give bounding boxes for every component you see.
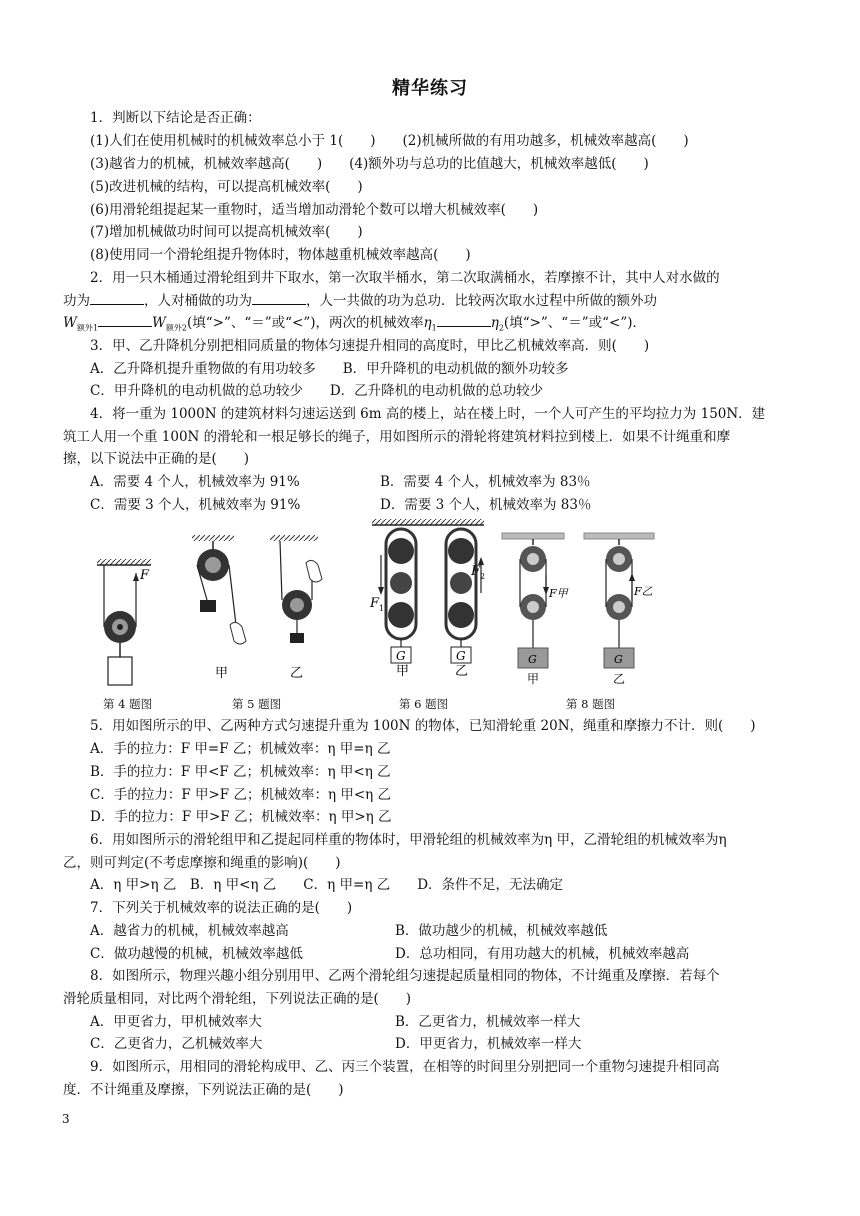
weight-label: G: [614, 653, 623, 666]
weight-label: G: [396, 649, 406, 663]
q5-option: B．手的拉力：F 甲<F 乙；机械效率：η 甲<η 乙: [90, 764, 391, 780]
q2-text: 功为: [63, 293, 90, 309]
q2-text: (填“>”、“＝”或“<”)．: [503, 315, 646, 331]
figure-caption: 第 6 题图: [399, 697, 449, 711]
fig5-yi: [270, 535, 322, 681]
figure-caption: 第 8 题图: [566, 697, 616, 711]
q5-option: D．手的拉力：F 甲>F 乙；机械效率：η 甲>η 乙: [90, 809, 392, 825]
q4-option: A．需要 4 个人，机械效率为 91%: [90, 474, 300, 490]
q4-option: D．需要 3 个人，机械效率为 83％: [380, 497, 592, 513]
q8-line: 8．如图所示，物理兴趣小组分别用甲、乙两个滑轮组匀速提起质量相同的物体，不计绳重及摩擦．若每个: [90, 968, 720, 984]
q6-line: 乙，则可判定(不考虑摩擦和绳重的影响)( ): [63, 855, 341, 871]
subscript: 1: [431, 323, 437, 333]
q8-option: A．甲更省力，甲机械效率大: [90, 1014, 262, 1030]
fig-label-jia: 甲: [215, 666, 229, 681]
q5-option: C．手的拉力：F 甲>F 乙；机械效率：η 甲<η 乙: [90, 787, 392, 803]
q7-option: B．做功越少的机械，机械效率越低: [395, 923, 608, 939]
page-number: 3: [62, 1112, 70, 1126]
fig5-jia: [192, 535, 246, 681]
force-subscript: 2: [480, 572, 486, 581]
q5-stem: 5．用如图所示的甲、乙两种方式匀速提升重为 100N 的物体，已知滑轮重 20N，绳重和摩擦力不计．则( ): [90, 718, 756, 734]
eta-symbol: η: [423, 315, 432, 331]
q8-option: C．乙更省力，乙机械效率大: [90, 1036, 263, 1052]
weight-label: G: [456, 649, 466, 663]
q4-line: 4．将一重为 1000N 的建筑材料匀速运送到 6m 高的楼上，站在楼上时，一个人可产生的平均拉力为 150N．建: [90, 406, 766, 422]
answer-blank: [252, 292, 306, 305]
q1-line: (1)人们在使用机械时的机械效率总小于 1( ) (2)机械所做的有用功越多，机械效率越高( ): [90, 133, 689, 149]
force-label: F甲: [549, 587, 568, 600]
subscript: 2: [498, 323, 504, 333]
subscript: 额外1: [76, 323, 98, 333]
answer-blank: [437, 314, 491, 327]
q8-option: B．乙更省力，机械效率一样大: [395, 1014, 581, 1030]
fig-label-jia: 甲: [396, 664, 410, 679]
force-label: F乙: [634, 585, 653, 598]
fig-label-yi: 乙: [455, 664, 469, 679]
q2-text: (填“>”、“＝”或“<”)，两次的机械效率: [186, 315, 424, 331]
fig6-pulley-blocks: [369, 519, 485, 679]
q7-option: D．总功相同，有用功越大的机械，机械效率越高: [395, 946, 690, 962]
q8-option: D．甲更省力，机械效率一样大: [395, 1036, 582, 1052]
force-label: F: [471, 564, 481, 579]
q1-stem: 1．判断以下结论是否正确：: [90, 110, 261, 126]
q7-option: C．做功越慢的机械，机械效率越低: [90, 946, 303, 962]
page-title: 精华练习: [392, 78, 468, 99]
fig4-pulley: [97, 559, 151, 685]
fig8-pulley-groups: [502, 533, 654, 686]
force-subscript: 1: [379, 604, 385, 613]
q1-line: (8)使用同一个滑轮组提升物体时，物体越重机械效率越高( ): [90, 247, 471, 263]
answer-blank: [98, 314, 152, 327]
q7-option: A．越省力的机械，机械效率越高: [90, 923, 289, 939]
q2-text: ，人对桶做的功为: [144, 293, 252, 309]
q4-line: 筑工人用一个重 100N 的滑轮和一根足够长的绳子，用如图所示的滑轮将建筑材料拉到楼上．如果不计绳重和摩: [63, 429, 731, 445]
q1-line: (5)改进机械的结构，可以提高机械效率( ): [90, 179, 363, 195]
weight-label: G: [528, 653, 537, 666]
q2-text: ，人一共做的功为总功．比较两次取水过程中所做的额外功: [306, 293, 657, 309]
q1-line: (6)用滑轮组提起某一重物时，适当增加动滑轮个数可以增大机械效率( ): [90, 202, 539, 218]
q6-options: A．η 甲>η 乙 B．η 甲<η 乙 C．η 甲=η 乙 D．条件不足，无法确定: [90, 877, 564, 893]
figure-caption: 第 5 题图: [232, 697, 282, 711]
q1-line: (7)增加机械做功时间可以提高机械效率( ): [90, 224, 363, 240]
subscript: 额外2: [165, 323, 187, 333]
q2-line: 2．用一只木桶通过滑轮组到井下取水，第一次取半桶水，第二次取满桶水，若摩擦不计，其中人对水做的: [90, 270, 720, 286]
q3-stem: 3．甲、乙升降机分别把相同质量的物体匀速提升相同的高度时，甲比乙机械效率高．则( ): [90, 338, 650, 354]
q4-line: 擦，以下说法中正确的是( ): [63, 451, 250, 467]
q3-option: C．甲升降机的电动机做的总功较少 D．乙升降机的电动机做的总功较少: [90, 383, 544, 399]
q3-option: A．乙升降机提升重物做的有用功较多 B．甲升降机的电动机做的额外功较多: [90, 361, 569, 377]
q2-line: [63, 313, 646, 339]
fig-label-yi: 乙: [613, 672, 626, 686]
force-label: F: [370, 596, 380, 611]
q6-line: 6．用如图所示的滑轮组甲和乙提起同样重的物体时，甲滑轮组的机械效率为η 甲，乙滑轮组的机械效率为η: [90, 832, 727, 848]
answer-blank: [90, 292, 144, 305]
q9-line: 度．不计绳重及摩擦，下列说法正确的是( ): [63, 1082, 344, 1098]
w-symbol: W: [151, 315, 166, 331]
fig-label-yi: 乙: [290, 666, 304, 681]
q9-line: 9．如图所示，用相同的滑轮构成甲、乙、丙三个装置，在相等的时间里分别把同一个重物匀速提升相同高: [90, 1059, 720, 1075]
force-label: F: [140, 568, 150, 583]
q4-option: C．需要 3 个人，机械效率为 91%: [90, 497, 301, 513]
figures: [0, 515, 860, 695]
q5-option: A．手的拉力：F 甲=F 乙；机械效率：η 甲=η 乙: [90, 741, 391, 757]
fig-label-jia: 甲: [527, 672, 540, 686]
figure-caption: 第 4 题图: [103, 697, 153, 711]
q8-line: 滑轮质量相同，对比两个滑轮组，下列说法正确的是( ): [63, 991, 412, 1007]
q7-stem: 7．下列关于机械效率的说法正确的是( ): [90, 900, 353, 916]
q1-line: (3)越省力的机械，机械效率越高( ) (4)额外功与总功的比值越大，机械效率越低( ): [90, 156, 649, 172]
w-symbol: W: [63, 315, 77, 331]
eta-symbol: η: [490, 315, 499, 331]
q4-option: B．需要 4 个人，机械效率为 83％: [380, 474, 591, 490]
q2-line: [63, 291, 657, 311]
